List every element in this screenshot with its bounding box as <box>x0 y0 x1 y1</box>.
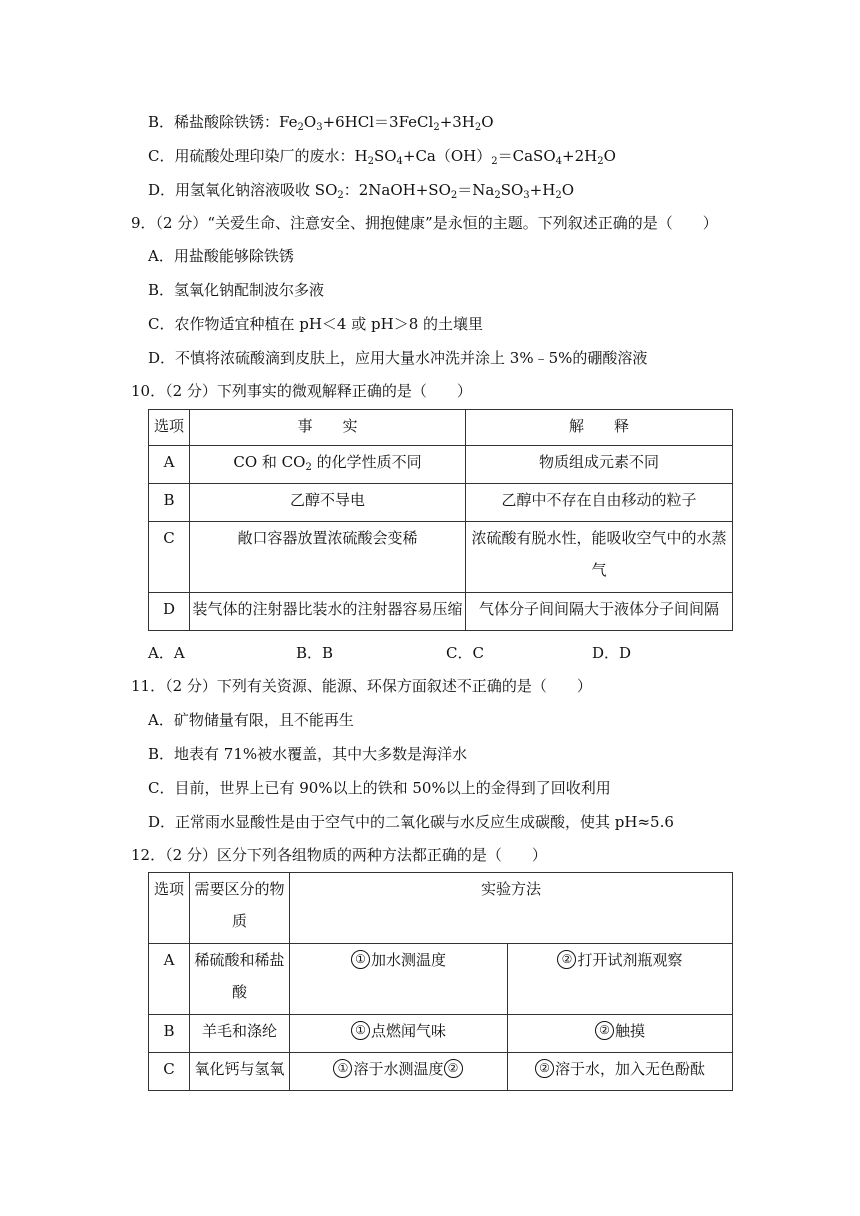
row-substances: 羊毛和涤纶 <box>190 1015 290 1053</box>
row-substances: 氧化钙与氢氧 <box>190 1053 290 1091</box>
answer-b: B．B <box>296 644 334 662</box>
q8-option-c: C．用硫酸处理印染厂的废水：$H_2SO_4+Ca(OH)_2=CaSO_4+2H_2O$ <box>148 147 616 167</box>
row-key: B <box>149 484 190 522</box>
table-row <box>149 944 733 1015</box>
q11-option-d: D．正常雨水显酸性是由于空气中的二氧化碳与水反应生成碳酸，使其 pH≈5.6 <box>148 813 674 831</box>
q8-option-b: B．稀盐酸除铁锈：$Fe_2O_3+6HCl=3FeCl_2+3H_2O$ <box>148 113 494 133</box>
row-method-1: ① 溶于水测温度 ② <box>290 1053 508 1091</box>
row-explain: 乙醇中不存在自由移动的粒子 <box>466 484 733 522</box>
table-row <box>149 522 733 593</box>
row-key: A <box>149 944 190 1015</box>
header-cell: 实验方法 <box>290 873 733 944</box>
row-fact: 敞口容器放置浓硫酸会变稀 <box>190 522 466 593</box>
row-key: B <box>149 1015 190 1053</box>
row-key: A <box>149 446 190 484</box>
table-row <box>149 1015 733 1053</box>
row-fact: 乙醇不导电 <box>190 484 466 522</box>
row-method-2: ② 打开试剂瓶观察 <box>508 944 733 1015</box>
row-method-2: ② 触摸 <box>508 1015 733 1053</box>
q11-option-a: A．矿物储量有限，且不能再生 <box>148 711 354 729</box>
table-row <box>149 1053 733 1091</box>
row-fact: CO 和 $CO_2$ 的化学性质不同 <box>190 446 466 484</box>
q9-option-b: B．氢氧化钠配制波尔多液 <box>148 281 325 299</box>
row-fact: 装气体的注射器比装水的注射器容易压缩 <box>190 593 466 631</box>
row-explain: 物质组成元素不同 <box>466 446 733 484</box>
table-row <box>149 484 733 522</box>
table-row <box>149 593 733 631</box>
header-cell: 需要区分的物 质 <box>190 873 290 944</box>
table-header-row <box>149 873 733 944</box>
answer-d: D．D <box>592 644 632 662</box>
row-explain: 气体分子间间隔大于液体分子间间隔 <box>466 593 733 631</box>
row-method-1: ① 加水测温度 <box>290 944 508 1015</box>
answer-a: A．A <box>148 644 185 662</box>
q11-stem: 11．（2 分）下列有关资源、能源、环保方面叙述不正确的是（ ） <box>131 677 592 695</box>
q9-option-d: D．不慎将浓硫酸滴到皮肤上，应用大量水冲洗并涂上 3%﹣5%的硼酸溶液 <box>148 349 648 367</box>
q8-option-d: D．用氢氧化钠溶液吸收 $SO_2$：$2NaOH+SO_2=Na_2SO_3+H_2O$ <box>148 181 575 201</box>
q11-option-c: C．目前，世界上已有 90%以上的铁和 50%以上的金得到了回收利用 <box>148 779 611 797</box>
q9-option-c: C．农作物适宜种植在 pH＜4 或 pH＞8 的土壤里 <box>148 315 484 333</box>
row-key: C <box>149 1053 190 1091</box>
answer-c: C．C <box>446 644 484 662</box>
q9-stem: 9．（2 分）“关爱生命、注意安全、拥抱健康”是永恒的主题。下列叙述正确的是（ ） <box>131 214 718 232</box>
q12-stem: 12．（2 分）区分下列各组物质的两种方法都正确的是（ ） <box>131 846 547 864</box>
row-method-2: ② 溶于水，加入无色酚酞 <box>508 1053 733 1091</box>
header-cell: 事 实 <box>190 410 466 446</box>
q10-stem: 10．（2 分）下列事实的微观解释正确的是（ ） <box>131 382 472 400</box>
row-substances: 稀硫酸和稀盐 酸 <box>190 944 290 1015</box>
table-header-row <box>149 410 733 446</box>
q10-table <box>148 409 733 631</box>
header-cell: 选项 <box>149 873 190 944</box>
header-cell: 解 释 <box>466 410 733 446</box>
row-key: D <box>149 593 190 631</box>
q12-table <box>148 872 733 1091</box>
row-method-1: ① 点燃闻气味 <box>290 1015 508 1053</box>
table-row <box>149 446 733 484</box>
q11-option-b: B．地表有 71%被水覆盖，其中大多数是海洋水 <box>148 745 468 763</box>
header-cell: 选项 <box>149 410 190 446</box>
q9-option-a: A．用盐酸能够除铁锈 <box>148 247 294 265</box>
row-explain: 浓硫酸有脱水性，能吸收空气中的水蒸 气 <box>466 522 733 593</box>
row-key: C <box>149 522 190 593</box>
